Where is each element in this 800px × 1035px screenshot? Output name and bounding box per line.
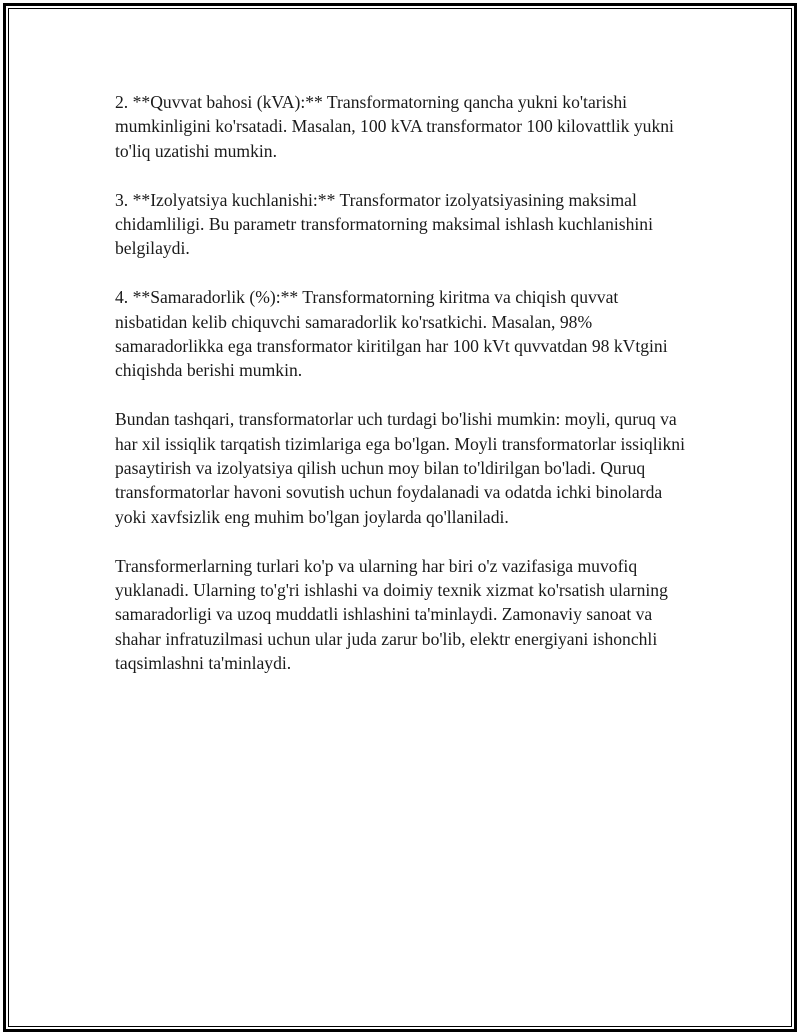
paragraph-izolyatsiya-kuchlanishi: 3. **Izolyatsiya kuchlanishi:** Transformator izolyatsiyasining maksimal chidamliligi. Bu parametr transformatorning maksimal ishlash kuchlanishini belgilaydi. (115, 189, 653, 259)
document-body (115, 90, 690, 700)
paragraph-transformator-turlari: Bundan tashqari, transformatorlar uch turdagi bo'lishi mumkin: moyli, quruq va har xil issiqlik tarqatish tizimlariga ega bo'lgan. Moyli transformatorlar issiqlikni pasaytirish va izolyatsiya qilish uchun moy bilan to'ldirilgan bo'ladi. Quruq transformatorlar havoni sovutish uchun foydalanadi va odatda ichki binolarda yoki xavfsizlik eng muhim bo'lgan joylarda qo'llaniladi. (115, 409, 685, 527)
paragraph-quvvat-bahosi: 2. **Quvvat bahosi (kVA):** Transformatorning qancha yukni ko'tarishi mumkinligini ko'rsatadi. Masalan, 100 kVA transformator 100 kilovattlik yukni to'liq uzatishi mumkin. (115, 92, 674, 161)
paragraph-samaradorlik: 4. **Samaradorlik (%):** Transformatorning kiritma va chiqish quvvat nisbatidan kelib chiquvchi samaradorlik ko'rsatkichi. Masalan, 98% samaradorlikka ega transformator kiritilgan har 100 kVt quvvatdan 98 kVtgini chiqishda berishi mumkin. (115, 287, 668, 381)
paragraph-xulosa: Transformerlarning turlari ko'p va ularning har biri o'z vazifasiga muvofiq yuklanadi. Ularning to'g'ri ishlashi va doimiy texnik xizmat ko'rsatish ularning samaradorligi va uzoq muddatli ishlashini ta'minlaydi. Zamonaviy sanoat va shahar infratuzilmasi uchun ular juda zarur bo'lib, elektr energiyani ishonchli taqsimlashni ta'minlaydi. (115, 555, 668, 674)
